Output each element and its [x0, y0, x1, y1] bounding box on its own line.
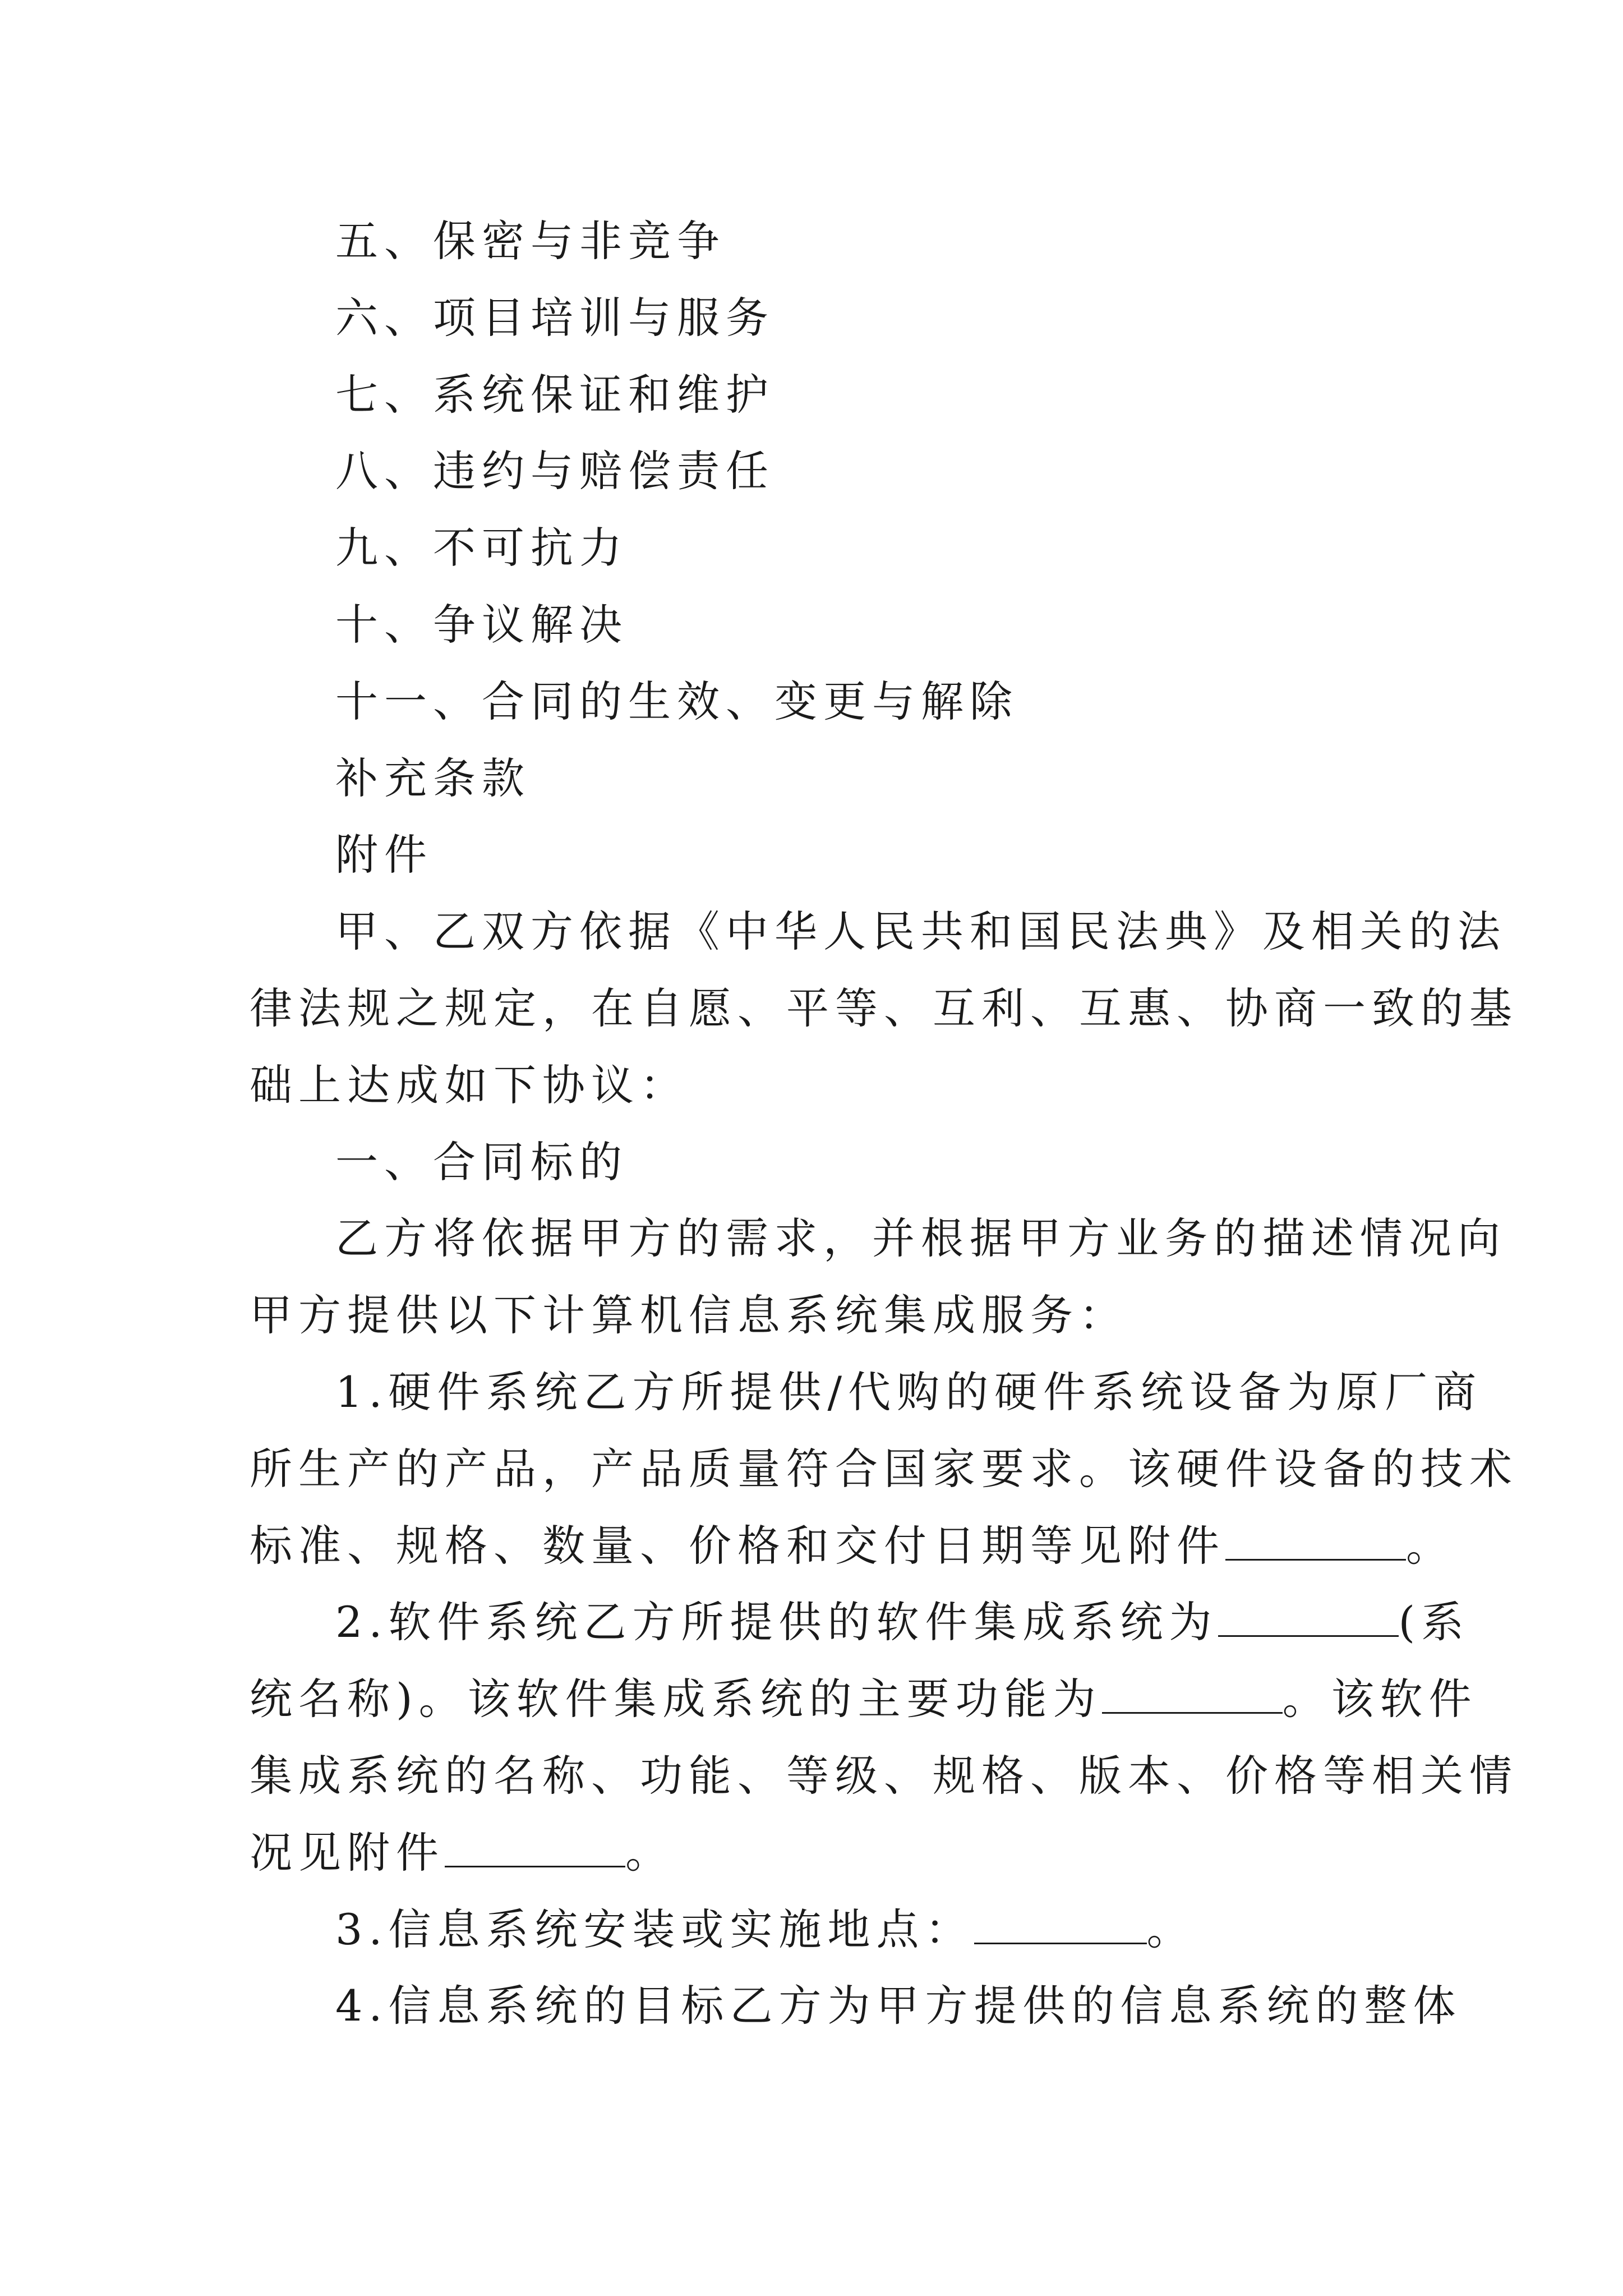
- toc-item-supplement: 补充条款: [335, 753, 531, 803]
- section-heading: 一、合同标的: [335, 1137, 628, 1187]
- section-lead-line-1: 乙方将依据甲方的需求，并根据甲方业务的描述情况向: [335, 1213, 1506, 1263]
- toc-item-6: 六、项目培训与服务: [335, 293, 774, 343]
- intro-line-2: 律法规之规定，在自愿、平等、互利、互惠、协商一致的基: [250, 983, 1518, 1033]
- toc-item-5: 五、保密与非竞争: [335, 216, 726, 266]
- toc-item-9: 九、不可抗力: [335, 523, 628, 573]
- item1-line-2: 所生产的产品，产品质量符合国家要求。该硬件设备的技术: [250, 1444, 1518, 1494]
- toc-item-11: 十一、合同的生效、变更与解除: [335, 677, 1018, 726]
- item1-line-1: 1.硬件系统乙方所提供/代购的硬件系统设备为原厂商: [335, 1367, 1483, 1417]
- item3-line: [335, 1902, 1196, 1958]
- item2-line-1: [335, 1594, 1470, 1650]
- item3-text: 3.信息系统安装或实施地点：: [335, 1904, 974, 1954]
- section-lead-line-2: 甲方提供以下计算机信息系统集成服务：: [250, 1290, 1128, 1340]
- fill-blank[interactable]: [1102, 1677, 1283, 1714]
- item1-line-3-end: 。: [1406, 1521, 1455, 1571]
- item1-line-3: [250, 1518, 1455, 1574]
- item3-end: 。: [1146, 1904, 1196, 1954]
- fill-blank[interactable]: [1225, 1524, 1406, 1561]
- item2-line-2-end: 。该软件: [1282, 1674, 1478, 1724]
- item2-line-4: [250, 1825, 674, 1881]
- item2-line-1-end: (系: [1398, 1597, 1470, 1647]
- fill-blank[interactable]: [974, 1908, 1147, 1944]
- intro-line-3: 础上达成如下协议：: [250, 1060, 689, 1110]
- item2-line-4-text: 况见附件: [250, 1828, 445, 1878]
- item2-line-4-end: 。: [625, 1828, 674, 1878]
- fill-blank[interactable]: [445, 1831, 625, 1867]
- item2-line-2: [250, 1671, 1478, 1727]
- toc-item-appendix: 附件: [335, 830, 433, 880]
- toc-item-8: 八、违约与赔偿责任: [335, 446, 774, 496]
- item4-line-1: 4.信息系统的目标乙方为甲方提供的信息系统的整体: [335, 1981, 1462, 2031]
- toc-item-10: 十、争议解决: [335, 600, 628, 650]
- fill-blank[interactable]: [1218, 1600, 1399, 1637]
- toc-item-7: 七、系统保证和维护: [335, 370, 774, 420]
- intro-line-1: 甲、乙双方依据《中华人民共和国民法典》及相关的法: [335, 907, 1506, 956]
- item2-line-1-text: 2.软件系统乙方所提供的软件集成系统为: [335, 1597, 1218, 1647]
- item1-line-3-text: 标准、规格、数量、价格和交付日期等见附件: [250, 1521, 1225, 1571]
- item2-line-2-text: 统名称)。该软件集成系统的主要功能为: [250, 1674, 1102, 1724]
- item2-line-3: 集成系统的名称、功能、等级、规格、版本、价格等相关情: [250, 1751, 1518, 1801]
